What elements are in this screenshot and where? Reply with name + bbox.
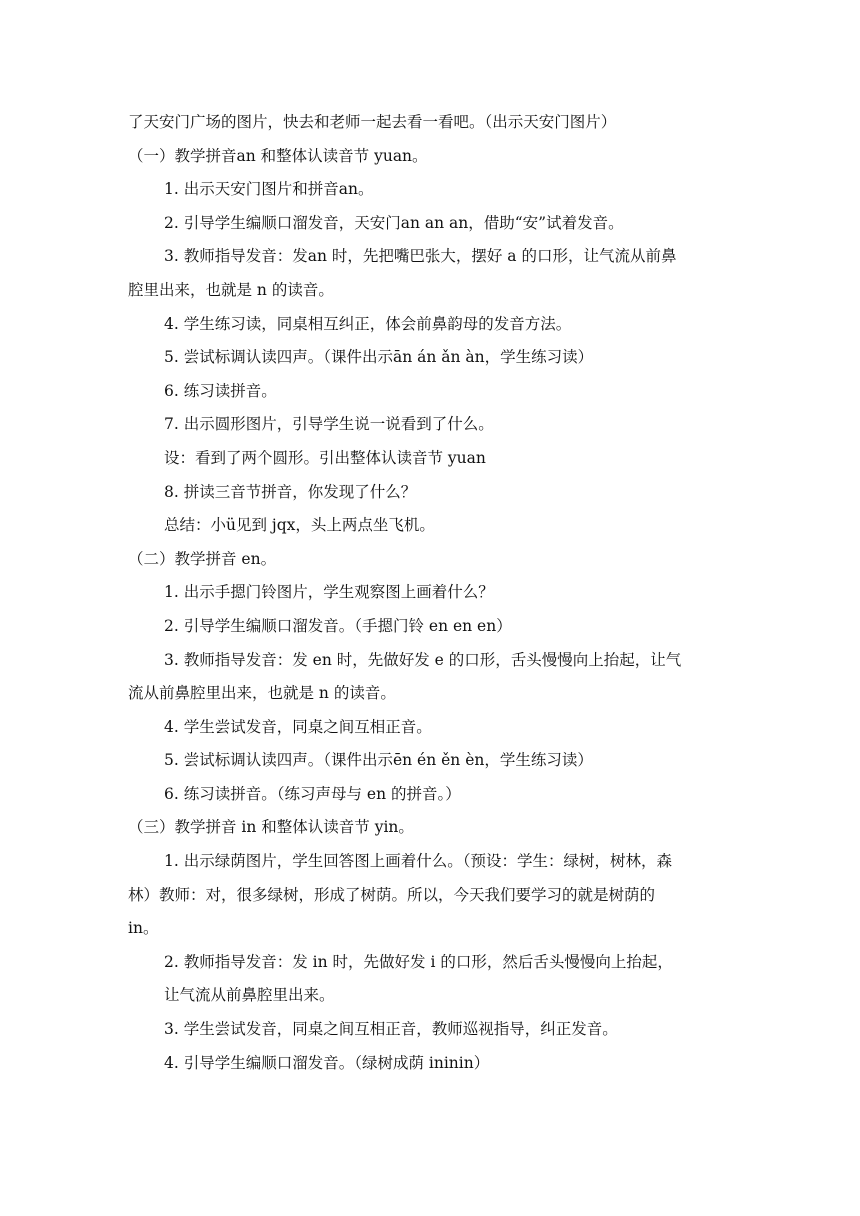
text-line: 4. 学生尝试发音，同桌之间互相正音。	[164, 717, 432, 736]
text-line: 腔里出来，也就是 n 的读音。	[128, 280, 334, 299]
text-line: 4. 引导学生编顺口溜发音。（绿树成荫 ininin）	[164, 1053, 490, 1072]
text-line: 8. 拼读三音节拼音，你发现了什么？	[164, 482, 417, 501]
text-line: 1. 出示天安门图片和拼音an。	[164, 180, 374, 199]
text-line: 林）教师：对，很多绿树，形成了树荫。所以，今天我们要学习的就是树荫的	[128, 885, 656, 904]
text-line: 4. 学生练习读，同桌相互纠正，体会前鼻韵母的发音方法。	[164, 314, 572, 333]
text-line: 2. 引导学生编顺口溜发音，天安门an an an，借助“安”试着发音。	[164, 213, 624, 232]
text-line: 7. 出示圆形图片，引导学生说一说看到了什么。	[164, 415, 494, 434]
text-line: 3. 教师指导发音：发an 时，先把嘴巴张大，摆好 a 的口形，让气流从前鼻	[164, 247, 677, 266]
text-line: 设：看到了两个圆形。引出整体认读音节 yuan	[164, 448, 486, 467]
text-line: 5. 尝试标调认读四声。（课件出示ēn én ěn èn，学生练习读）	[164, 751, 593, 770]
text-line: 了天安门广场的图片，快去和老师一起去看一看吧。（出示天安门图片）	[128, 113, 617, 131]
text-line: 3. 学生尝试发音，同桌之间互相正音，教师巡视指导，纠正发音。	[164, 1020, 618, 1039]
text-line: 3. 教师指导发音：发 en 时，先做好发 e 的口形，舌头慢慢向上抬起，让气	[164, 650, 682, 669]
text-line: in。	[128, 919, 159, 938]
text-line: 总结：小ü见到 jqx，头上两点坐飞机。	[164, 516, 435, 535]
section-heading-in: （三）教学拼音 in 和整体认读音节 yin。	[128, 818, 414, 837]
document-body	[128, 106, 738, 1080]
text-line: 让气流从前鼻腔里出来。	[164, 986, 335, 1005]
section-heading-en: （二）教学拼音 en。	[128, 549, 277, 568]
section-heading-an: （一）教学拼音an 和整体认读音节 yuan。	[128, 146, 428, 165]
text-line: 1. 出示绿荫图片，学生回答图上画着什么。（预设：学生：绿树，树林，森	[164, 852, 672, 871]
text-line: 流从前鼻腔里出来，也就是 n 的读音。	[128, 684, 396, 703]
text-line: 2. 引导学生编顺口溜发音。（手摁门铃 en en en）	[164, 616, 512, 635]
text-line: 2. 教师指导发音：发 in 时，先做好发 i 的口形，然后舌头慢慢向上抬起，	[164, 952, 673, 971]
text-line: 6. 练习读拼音。	[164, 381, 277, 400]
text-line: 6. 练习读拼音。（练习声母与 en 的拼音。）	[164, 784, 461, 803]
text-line: 5. 尝试标调认读四声。（课件出示ān án ǎn àn，学生练习读）	[164, 348, 594, 367]
text-line: 1. 出示手摁门铃图片，学生观察图上画着什么？	[164, 583, 494, 602]
